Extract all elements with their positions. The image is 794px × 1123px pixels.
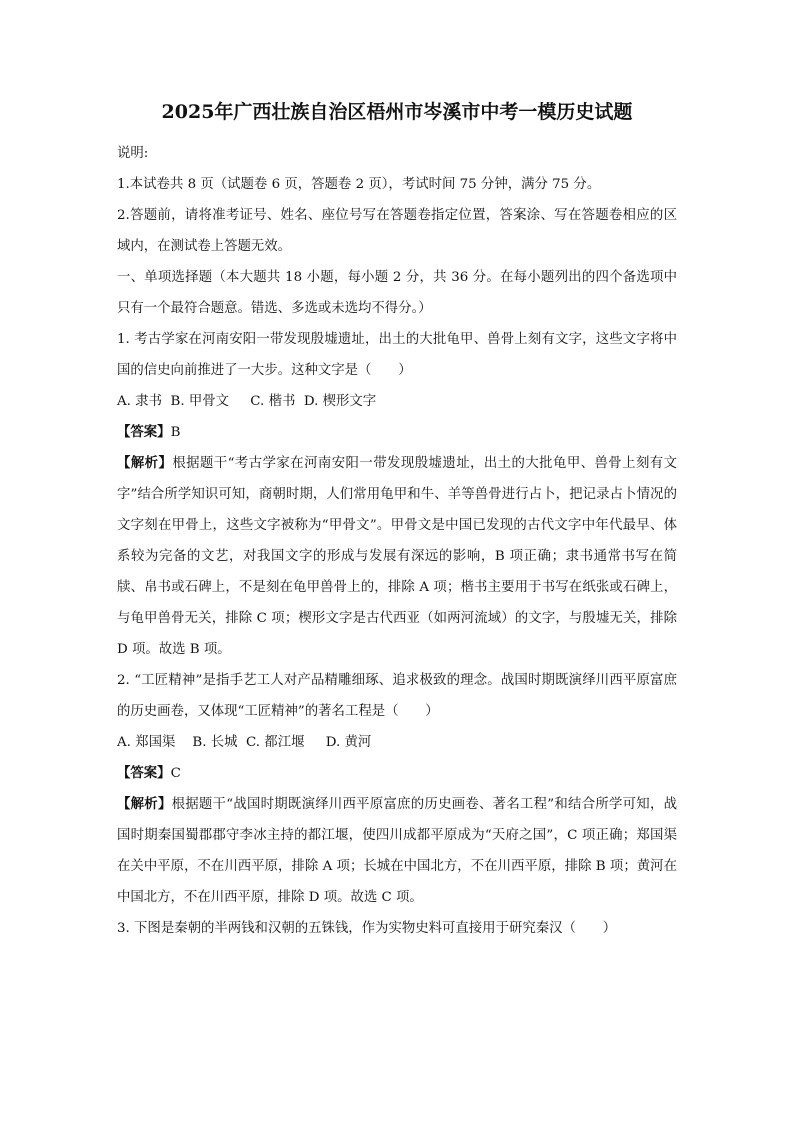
intro-note-2: 2.答题前，请将准考证号、姓名、座位号写在答题卷指定位置，答案涂、写在答题卷相应的区域内，在测试卷上答题无效。 xyxy=(117,208,677,254)
answer-label: 【答案】 xyxy=(117,765,171,781)
question-stem: 3. 下图是秦朝的半两钱和汉朝的五铢钱，作为实物史料可直接用于研究秦汉（ ） xyxy=(117,921,617,936)
analysis-label: 【解析】 xyxy=(117,796,172,812)
page-title: 2025年广西壮族自治区梧州市岑溪市中考一模历史试题 xyxy=(161,101,633,123)
intro-label: 说明: xyxy=(117,146,149,161)
question-stem: 1. 考古学家在河南安阳一带发现殷墟遗址，出土的大批龟甲、兽骨上刻有文字，这些文字将中国的信史向前推进了一大步。这种文字是（ ） xyxy=(117,332,677,378)
answer-value: B xyxy=(170,425,181,440)
analysis-block xyxy=(117,789,677,913)
analysis-block xyxy=(117,448,677,665)
analysis-text: 根据题干“战国时期既演绎川西平原富庶的历史画卷、著名工程”和结合所学可知，战国时期秦国蜀郡郡守李冰主持的都江堰，使四川成都平原成为“天府之国”，C 项正确；郑国渠在关中平原，不在川西平原，排除 A 项；长城在中国北方，不在川西平原，排除 B 项；黄河在中国北方，不在川西平原，排除 D 项。故选 C 项。 xyxy=(117,797,677,905)
analysis-label: 【解析】 xyxy=(117,455,173,471)
question-1 xyxy=(117,324,677,665)
question-stem: 2. “工匠精神”是指手艺工人对产品精雕细琢、追求极致的理念。战国时期既演绎川西平原富庶的历史画卷，又体现“工匠精神”的著名工程是（ ） xyxy=(117,673,677,719)
exam-page xyxy=(117,98,677,944)
section-heading: 一、单项选择题（本大题共 18 小题，每小题 2 分，共 36 分。在每小题列出的四个备选项中只有一个最符合题意。错选、多选或未选均不得分。） xyxy=(117,270,677,316)
question-2 xyxy=(117,665,677,913)
intro-note-1: 1.本试卷共 8 页（试题卷 6 页，答题卷 2 页），考试时间 75 分钟，满分 75 分。 xyxy=(117,177,601,192)
answer-line xyxy=(117,417,677,448)
question-options: A. 郑国渠 B. 长城 C. 都江堰 D. 黄河 xyxy=(117,735,372,750)
answer-line xyxy=(117,758,677,789)
answer-value: C xyxy=(170,766,181,781)
analysis-text: 根据题干“考古学家在河南安阳一带发现殷墟遗址，出土的大批龟甲、兽骨上刻有文字”结合所学知识可知，商朝时期，人们常用龟甲和牛、羊等兽骨进行占卜，把记录占卜情况的文字刻在甲骨上，这些文字被称为“甲骨文”。甲骨文是中国已发现的古代文字中年代最早、体系较为完备的文艺，对我国文字的形成与发展有深远的影响，B 项正确；隶书通常书写在简牍、帛书或石碑上，不是刻在龟甲兽骨上的，排除 A 项；楷书主要用于书写在纸张或石碑上，与龟甲兽骨无关，排除 C 项；楔形文字是古代西亚（如两河流域）的文字，与殷墟无关，排除 D 项。故选 B 项。 xyxy=(117,456,678,657)
question-3 xyxy=(117,913,677,944)
answer-label: 【答案】 xyxy=(117,424,171,440)
question-options: A. 隶书 B. 甲骨文 C. 楷书 D. 楔形文字 xyxy=(117,394,377,409)
